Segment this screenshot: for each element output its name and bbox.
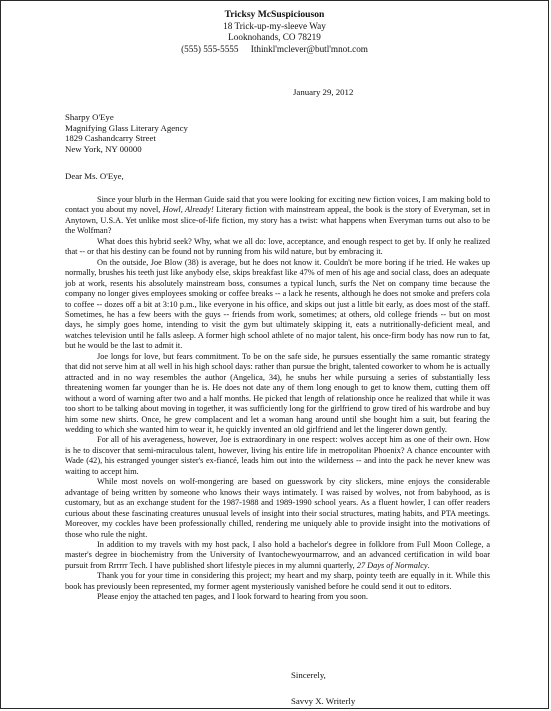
letter-date: January 29, 2012 (293, 87, 354, 97)
paragraph-closing-line: Please enjoy the attached ten pages, and I look forward to hearing from you soon. (97, 592, 368, 602)
sender-street: 18 Trick-up-my-sleeve Way (223, 20, 326, 31)
paragraph-pitch: Since your blurb in the Herman Guide said that you were looking for exciting new fiction voices, I am making bold to contact you about my novel, Howl, Already! Literary fiction with mainstream appeal, the book is the story of Everyman, set in Anytown, U.S.A. Yet unlike most slice-of-life fiction, my story has a twist: what happens when Everyman turns out also to be the Wolfman? (65, 195, 490, 236)
recipient-city: New York, NY 00000 (65, 143, 142, 154)
recipient-address (65, 112, 188, 154)
paragraph-romance: Joe longs for love, but fears commitment. To be on the safe side, he pursues essentially the same romantic strategy that did not serve him at all well in his high school days: rather than pursue the bright, talented coworker to whom he is actually attracted and in no way resembles the author (Angelica, 34), he snubs her while pursuing a series of substantially less threatening women far younger than he is. He does not date any of them long enough to get to know them, cutting them off without a word of warning after two and a half months. He picked that length of relationship once he realized that while it was too short to be talking about moving in together, it was sufficiently long for the girlfriend to grow tired of his wardrobe and buy him some new shirts. Once, he grew complacent and let a woman hang around until she bought him a suit, but fearing the wedding to which she wanted him to wear it, he quickly invented an old girlfriend and let the lingerer down gently. (65, 351, 490, 434)
closing-block (291, 669, 355, 707)
sender-contact (1, 44, 548, 56)
paragraph-premise: What does this hybrid seek? Why, what we all do: love, acceptance, and enough respect to get by. If only he realized that -- or that his destiny can be found not by running from his wild nature, but by embracing it. (65, 236, 490, 257)
salutation: Dear Ms. O'Eye, (65, 171, 124, 181)
publication-title: 27 Days of Normalcy (356, 560, 428, 570)
letter-body (65, 195, 490, 603)
sender-name: Tricksy McSuspiciouson (224, 9, 325, 20)
recipient-agency: Magnifying Glass Literary Agency (65, 122, 188, 133)
sender-city: Looknohands, CO 78219 (228, 32, 321, 43)
paragraph-credentials: While most novels on wolf-mongering are based on guesswork by city slickers, mine enjoys the considerable advantage of being written by someone who knows their ways intimately. I was raised by wolves, not from babyhood, as is customary, but as an exchange student for the 1987-1988 and 1989-1990 school years. As a fluent howler, I can offer readers curious about these fascinating creatures unusual levels of insight into their social structures, mating habits, and PTA meetings. Moreover, my cockles have been professionally chilled, rendering me uniquely able to provide insight into the motivations of those who rule the night. (65, 477, 490, 539)
paragraph-twist: For all of his averageness, however, Joe is extraordinary in one respect: wolves accept him as one of their own. How is he to discover that semi-miraculous talent, however, living his entire life in metropolitan Phoenix? A chance encounter with Wade (42), his estranged younger sister's ex-fiancé, leads him out into the wilderness -- and into the pack he never knew was waiting to accept him. (65, 435, 490, 476)
letterhead (1, 9, 548, 55)
sender-phone: (555) 555-5555 (181, 43, 239, 54)
paragraph-thanks: Thank you for your time in considering this project; my heart and my sharp, pointy teeth are equally in it. While this book has previously been represented, my former agent mysteriously vanished before he could send it out to editors. (65, 571, 490, 591)
book-title: Howl, Already! (162, 205, 214, 215)
paragraph-protagonist: On the outside, Joe Blow (38) is average, but he does not know it. Couldn't be more boring if he tried. He wakes up normally, brushes his teeth just like anybody else, skips breakfast like 47% of men of his age and social class, does an adequate job at work, resents his absolutely mainstream boss, consumes a typical lunch, surfs the Net on company time because the company no longer gives employees smoking or coffee breaks -- a lack he resents, although he does not smoke and prefers cola to coffee -- dozes off a bit at 3:10 p.m., like everyone in his office, and skips out just a little bit early, as does most of the staff. Sometimes, he has a few beers with the guys -- friends from work, sometimes; at others, old college friends -- but on most days, he simply goes home, intending to visit the gym but ultimately skipping it, eats a nutritionally-deficient meal, and watches television until he falls asleep. A former high school athlete of no major talent, his once-firm body has now run to fat, but he would be the last to admit it. (65, 257, 490, 351)
recipient-street: 1829 Cashandcarry Street (65, 133, 156, 144)
paragraph-education: In addition to my travels with my host pack, I also hold a bachelor's degree in folklore from Full Moon College, a master's degree in biochemistry from the University of Ivantochewyourmarrow, and an advanced certification in wild boar pursuit from Rrrrrr Tech. I have published short lifestyle pieces in my alumni quarterly, 27 Days of Normalcy. (65, 539, 490, 570)
recipient-name: Sharpy O'Eye (65, 112, 114, 122)
valediction: Sincerely, (291, 670, 326, 680)
signature: Savvy X. Writerly (291, 696, 356, 706)
sender-email: Ithinkl'mclever@butl'mnot.com (250, 43, 368, 54)
